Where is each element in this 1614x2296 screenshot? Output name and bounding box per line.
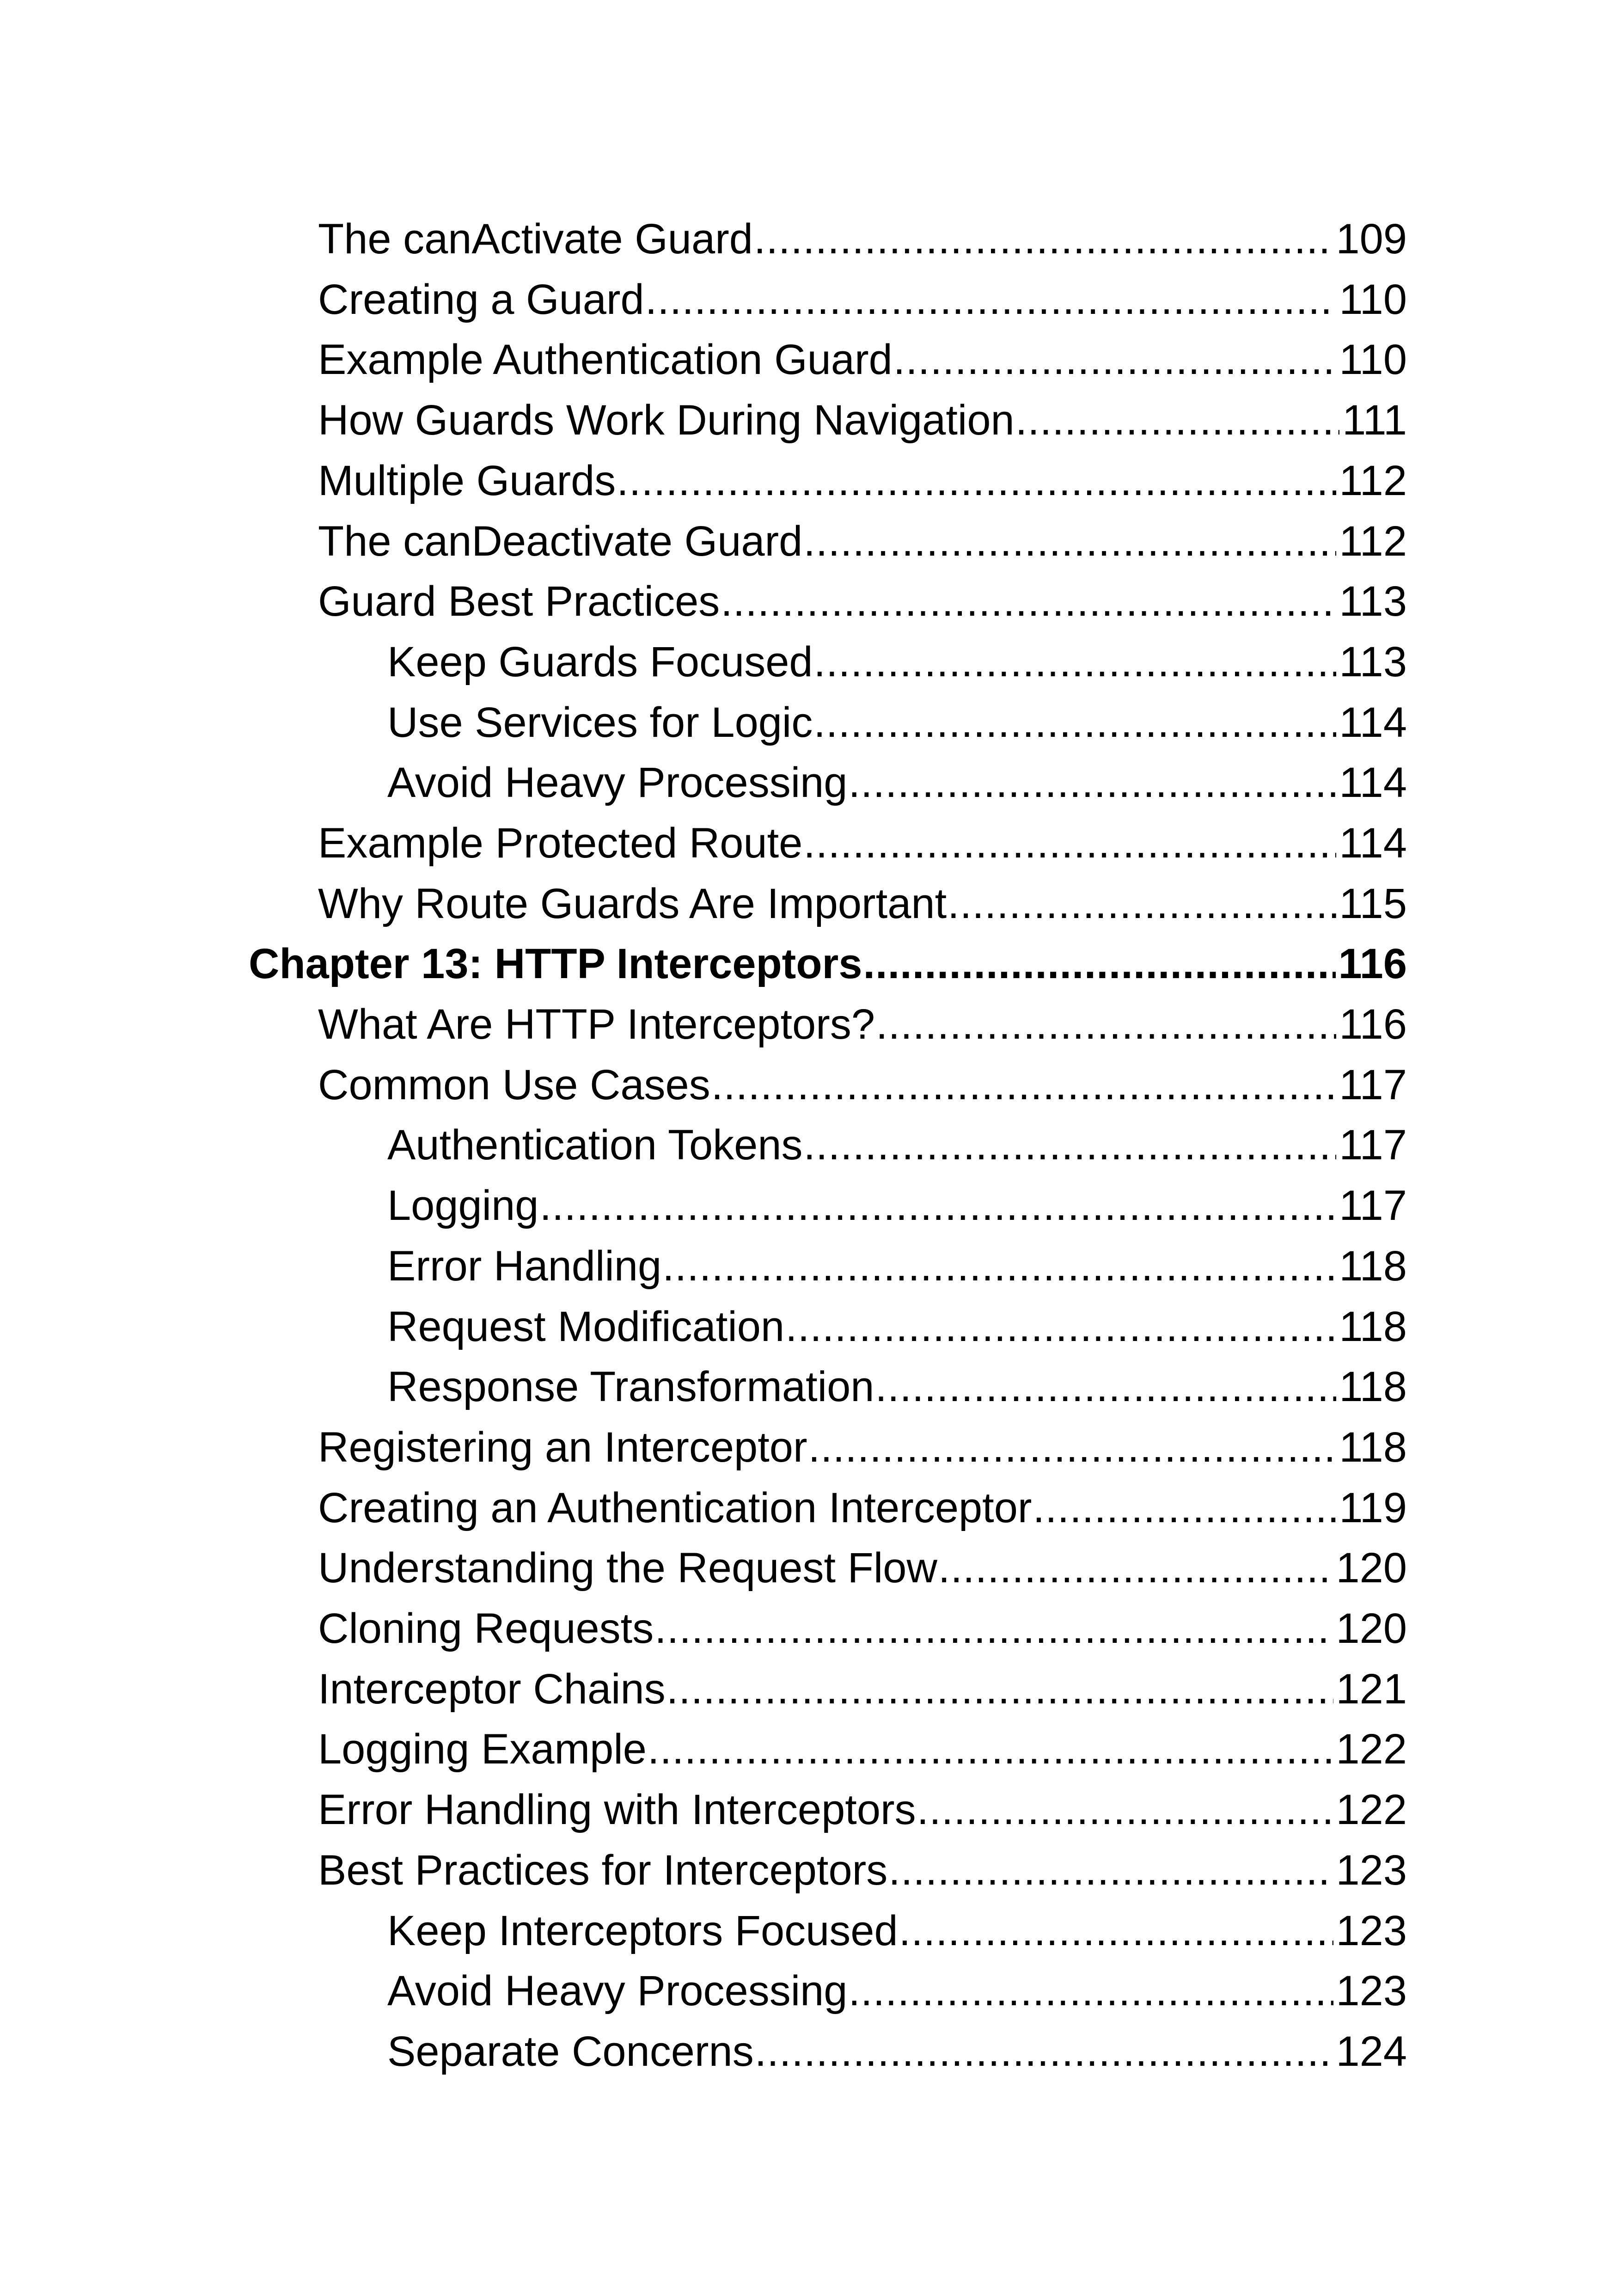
toc-entry xyxy=(318,813,1407,873)
toc-dot-leader xyxy=(814,632,1337,692)
toc-entry-page-number: 110 xyxy=(1339,336,1407,383)
toc-entry-title: Example Authentication Guard xyxy=(318,336,893,383)
toc-entry xyxy=(318,1659,1407,1719)
toc-entry xyxy=(318,1840,1407,1900)
toc-entry xyxy=(318,451,1407,511)
toc-entry-row xyxy=(0,1840,1614,1900)
toc-dot-leader xyxy=(938,1538,1333,1598)
toc-entry-row xyxy=(0,269,1614,330)
toc-entry-page-number: 123 xyxy=(1336,1967,1407,2014)
toc-entry-page-number: 112 xyxy=(1339,518,1407,565)
toc-entry xyxy=(318,874,1407,934)
toc-entry-page-number: 114 xyxy=(1339,820,1407,867)
toc-entry-row xyxy=(0,1176,1614,1236)
toc-entry-row xyxy=(0,571,1614,631)
toc-entry-page-number: 114 xyxy=(1339,759,1407,806)
toc-entry xyxy=(318,1417,1407,1477)
toc-entry-title: Keep Guards Focused xyxy=(387,638,813,686)
toc-dot-leader xyxy=(648,1719,1333,1779)
toc-entry-page-number: 117 xyxy=(1339,1121,1407,1169)
toc-entry-title: Best Practices for Interceptors xyxy=(318,1847,888,1894)
toc-entry xyxy=(318,390,1407,450)
toc-entry-title: Avoid Heavy Processing xyxy=(387,1967,848,2014)
toc-entry xyxy=(318,209,1407,269)
toc-dot-leader xyxy=(539,1176,1336,1236)
toc-entry xyxy=(249,934,1407,994)
toc-entry xyxy=(318,1598,1407,1659)
toc-entry xyxy=(387,692,1407,753)
toc-dot-leader xyxy=(893,330,1337,390)
toc-entry-row xyxy=(0,1961,1614,2021)
toc-dot-leader xyxy=(645,269,1337,330)
toc-entry xyxy=(318,330,1407,390)
toc-dot-leader xyxy=(662,1236,1336,1296)
toc-entry-title: Use Services for Logic xyxy=(387,699,813,746)
toc-entry-title: What Are HTTP Interceptors? xyxy=(318,1001,875,1048)
toc-entry-title: Logging xyxy=(387,1182,539,1229)
toc-entry-page-number: 122 xyxy=(1336,1786,1407,1833)
toc-entry-row xyxy=(0,1055,1614,1115)
toc-entry xyxy=(387,1176,1407,1236)
toc-entry xyxy=(387,1901,1407,1961)
toc-dot-leader xyxy=(948,874,1336,934)
toc-entry-page-number: 120 xyxy=(1336,1544,1407,1592)
toc-entry-page-number: 112 xyxy=(1339,457,1407,504)
toc-dot-leader xyxy=(755,2021,1333,2082)
toc-entry-title: Logging Example xyxy=(318,1726,647,1773)
toc-dot-leader xyxy=(863,934,1336,994)
toc-entry xyxy=(318,1478,1407,1538)
toc-dot-leader xyxy=(721,571,1336,631)
toc-entry-row xyxy=(0,2021,1614,2082)
toc-entry-page-number: 111 xyxy=(1342,397,1407,444)
toc-entry-title: How Guards Work During Navigation xyxy=(318,397,1015,444)
toc-entry-row xyxy=(0,813,1614,873)
toc-entry xyxy=(318,1780,1407,1840)
toc-entry-page-number: 110 xyxy=(1339,276,1407,323)
toc-dot-leader xyxy=(848,753,1336,813)
toc-entry xyxy=(387,753,1407,813)
toc-entry-row xyxy=(0,1417,1614,1477)
toc-entry-page-number: 120 xyxy=(1336,1605,1407,1652)
toc-entry-page-number: 113 xyxy=(1339,578,1407,625)
toc-entry-title: Guard Best Practices xyxy=(318,578,720,625)
toc-dot-leader xyxy=(654,1598,1333,1659)
toc-entry-title: Why Route Guards Are Important xyxy=(318,880,947,927)
toc-entry-title: Cloning Requests xyxy=(318,1605,654,1652)
toc-dot-leader xyxy=(803,813,1336,873)
toc-entry-row xyxy=(0,692,1614,753)
toc-entry xyxy=(318,511,1407,571)
toc-entry-title: Creating an Authentication Interceptor xyxy=(318,1484,1032,1531)
toc-entry xyxy=(318,1719,1407,1779)
toc-entry-row xyxy=(0,511,1614,571)
toc-entry-title: The canActivate Guard xyxy=(318,215,753,263)
toc-entry-title: Keep Interceptors Focused xyxy=(387,1907,898,1954)
toc-entry-title: Multiple Guards xyxy=(318,457,616,504)
toc-entry-page-number: 116 xyxy=(1338,940,1407,987)
toc-dot-leader xyxy=(848,1961,1333,2021)
toc-dot-leader xyxy=(617,451,1336,511)
toc-entry xyxy=(318,1538,1407,1598)
toc-entry-title: Authentication Tokens xyxy=(387,1121,803,1169)
toc-entry-page-number: 119 xyxy=(1339,1484,1407,1531)
toc-entry-row xyxy=(0,451,1614,511)
toc-entry-title: Interceptor Chains xyxy=(318,1665,666,1713)
toc-entry-row xyxy=(0,1659,1614,1719)
toc-entry xyxy=(387,1961,1407,2021)
toc-dot-leader xyxy=(711,1055,1337,1115)
toc-entry-row xyxy=(0,1357,1614,1417)
toc-entry-page-number: 118 xyxy=(1339,1303,1407,1350)
toc-entry-row xyxy=(0,994,1614,1054)
toc-dot-leader xyxy=(785,1297,1336,1357)
toc-entry-row xyxy=(0,1297,1614,1357)
toc-dot-leader xyxy=(899,1901,1333,1961)
toc-entry xyxy=(387,1236,1407,1296)
toc-dot-leader xyxy=(876,994,1336,1054)
toc-entry-page-number: 114 xyxy=(1339,699,1407,746)
toc-entry-title: The canDeactivate Guard xyxy=(318,518,803,565)
toc-entry xyxy=(387,1357,1407,1417)
toc-entry-row xyxy=(0,330,1614,390)
toc-entry xyxy=(387,632,1407,692)
toc-entry-page-number: 117 xyxy=(1339,1061,1407,1108)
toc-entry-title: Common Use Cases xyxy=(318,1061,710,1108)
toc-entry xyxy=(318,1055,1407,1115)
toc-entry-page-number: 118 xyxy=(1339,1363,1407,1410)
toc-dot-leader xyxy=(754,209,1333,269)
toc-dot-leader xyxy=(917,1780,1333,1840)
toc-entry-page-number: 118 xyxy=(1339,1424,1407,1471)
toc-entry xyxy=(318,269,1407,330)
toc-chapter-row xyxy=(0,934,1614,994)
toc-entry-row xyxy=(0,1598,1614,1659)
toc-entry xyxy=(318,994,1407,1054)
toc-entry-page-number: 121 xyxy=(1336,1665,1407,1713)
toc-entry-row xyxy=(0,1538,1614,1598)
toc-dot-leader xyxy=(803,1115,1336,1175)
toc-dot-leader xyxy=(875,1357,1336,1417)
toc-entry-page-number: 115 xyxy=(1339,880,1407,927)
toc-entry-page-number: 113 xyxy=(1339,638,1407,686)
toc-dot-leader xyxy=(808,1417,1337,1477)
toc-entry-row xyxy=(0,1780,1614,1840)
toc-entry-title: Example Protected Route xyxy=(318,820,803,867)
toc-dot-leader xyxy=(888,1840,1333,1900)
toc-dot-leader xyxy=(1015,390,1339,450)
toc-entry-row xyxy=(0,753,1614,813)
toc-entry-page-number: 109 xyxy=(1336,215,1407,263)
toc-entry-title: Registering an Interceptor xyxy=(318,1424,807,1471)
toc-entry-title: Avoid Heavy Processing xyxy=(387,759,848,806)
toc-entry xyxy=(387,1115,1407,1175)
toc-entry-row xyxy=(0,632,1614,692)
toc-entry-page-number: 124 xyxy=(1336,2028,1407,2075)
toc-entry xyxy=(387,1297,1407,1357)
toc-entry-row xyxy=(0,1901,1614,1961)
toc-entry-title: Response Transformation xyxy=(387,1363,874,1410)
toc-entry-title: Error Handling with Interceptors xyxy=(318,1786,916,1833)
toc-entry-page-number: 123 xyxy=(1336,1847,1407,1894)
toc-entry-row xyxy=(0,209,1614,269)
toc-dot-leader xyxy=(666,1659,1333,1719)
toc-entry-row xyxy=(0,1115,1614,1175)
toc-entry-row xyxy=(0,874,1614,934)
toc-dot-leader xyxy=(803,511,1336,571)
toc-entry-page-number: 122 xyxy=(1336,1726,1407,1773)
toc-entry-row xyxy=(0,390,1614,450)
toc-entry-title: Chapter 13: HTTP Interceptors xyxy=(249,940,862,987)
toc-entry-title: Separate Concerns xyxy=(387,2028,754,2075)
toc-entry xyxy=(318,571,1407,631)
toc-entry-page-number: 118 xyxy=(1339,1243,1407,1290)
toc-entry-row xyxy=(0,1236,1614,1296)
toc-entry-title: Error Handling xyxy=(387,1243,662,1290)
toc-entry-title: Request Modification xyxy=(387,1303,785,1350)
toc-entry-page-number: 117 xyxy=(1339,1182,1407,1229)
toc-entry-page-number: 123 xyxy=(1336,1907,1407,1954)
toc-dot-leader xyxy=(1033,1478,1337,1538)
toc-entry xyxy=(387,2021,1407,2082)
toc-entry-row xyxy=(0,1478,1614,1538)
toc-entry-row xyxy=(0,1719,1614,1779)
toc-entry-title: Understanding the Request Flow xyxy=(318,1544,937,1592)
toc-entry-page-number: 116 xyxy=(1339,1001,1407,1048)
toc-dot-leader xyxy=(813,692,1336,753)
toc-entry-title: Creating a Guard xyxy=(318,276,644,323)
